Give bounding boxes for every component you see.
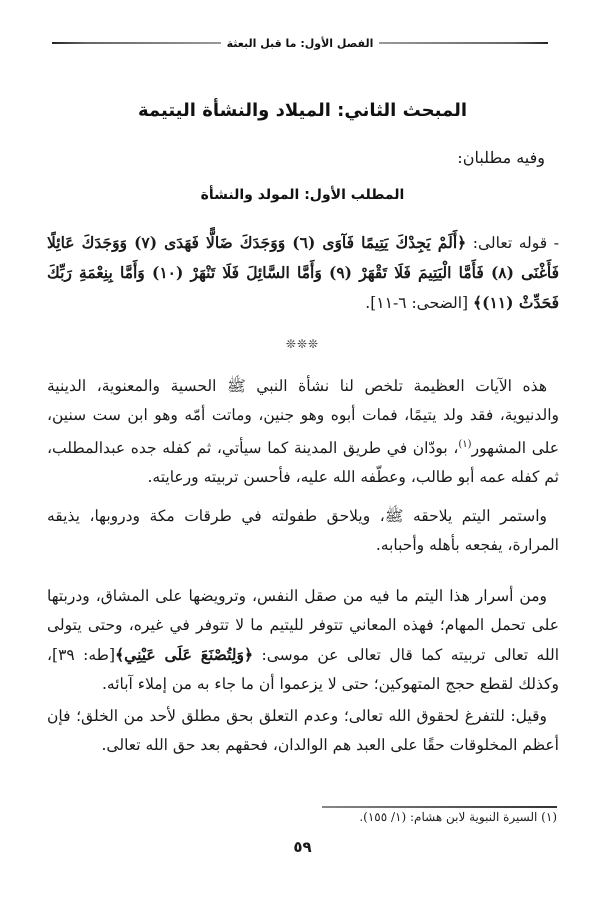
- running-header: [52, 36, 548, 50]
- header-rule-right: [379, 42, 548, 44]
- paragraph-1-text-a: هذه الآيات العظيمة تلخص لنا نشأة النبي ﷺ الحسية والمعنوية، الدينية والدنيوية، فقد ولد يتيمًا، فمات أبوه وهو جنين، وماتت أمّه وهو ابن ست سنين، على المشهور: [47, 377, 559, 458]
- paragraph-2: [47, 502, 559, 560]
- paragraph-3: [47, 582, 559, 699]
- quran-verse: ﴿أَلَمْ يَجِدْكَ يَتِيمًا فَآوَى (٦) وَوَجَدَكَ ضَالًّا فَهَدَى (٧) وَوَجَدَكَ عَائِلًا فَأَغْنَى (٨) فَأَمَّا الْيَتِيمَ فَلَا تَقْهَرْ (٩) وَأَمَّا السَّائِلَ فَلَا تَنْهَرْ (١٠) وَأَمَّا بِنِعْمَةِ رَبِّكَ فَحَدِّثْ (١١)﴾: [47, 233, 559, 312]
- quran-lead: - قوله تعالى:: [466, 234, 559, 252]
- quran-paragraph: [47, 228, 559, 318]
- section-separator: ❊❊❊: [285, 337, 320, 351]
- paragraph-2-text: واستمر اليتم يلاحقه ﷺ، ويلاحق طفولته في طرقات مكة ودروبها، يذيقه المرارة، يفجعه بأهله وأحبابه.: [47, 507, 559, 554]
- section-title: المطلب الأول: المولد والنشأة: [200, 187, 405, 203]
- header-rule-left: [52, 42, 221, 44]
- paragraph-4-text: وقيل: للتفرغ لحقوق الله تعالى؛ وعدم التعلق بحق مطلق لأحد من الخلق؛ فإن أعظم المخلوقات حقًا على العبد هم الوالدان، فحقهم بعد حق الله تعالى.: [47, 707, 559, 754]
- footnote-ref[interactable]: (١): [458, 439, 472, 450]
- paragraph-3-text-b: [طه: ٣٩]، وكذلك لقطع حجج المتهوكين؛ حتى لا يزعموا أن ما جاء به من إملاء آبائه.: [47, 646, 559, 693]
- footnote: (١) السيرة النبوية لابن هشام: (١/ ١٥٥).: [359, 810, 557, 824]
- paragraph-1-text-b: ، بودّان في طريق المدينة كما سيأتي، ثم كفله جده عبدالمطلب، ثم كفله عمه أبو طالب، وعطّفه الله عليه، فأحسن تربيته ورعايته.: [47, 439, 559, 487]
- chapter-title: المبحث الثاني: الميلاد والنشأة اليتيمة: [137, 100, 467, 121]
- paragraph-3-text-a: ومن أسرار هذا اليتم ما فيه من صقل النفس، وترويضها على المشاق، ودربتها على تحمل المهام؛ فهذه المعاني تتوفر لليتيم ما لا تتوفر في غيره، وحتى يتولى الله تعالى تربيته كما قال تعالى عن موسى:: [47, 587, 559, 664]
- footnote-divider: [322, 806, 557, 808]
- page-number: ٥٩: [293, 838, 312, 856]
- paragraph-4: [47, 702, 559, 760]
- paragraph-3-verse: ﴿وَلِتُصْنَعَ عَلَى عَيْنِي﴾: [115, 645, 254, 664]
- paragraph-1: [47, 372, 559, 492]
- quran-reference: [الضحى: ٦-١١].: [365, 294, 474, 312]
- intro-line: وفيه مطلبان:: [457, 148, 545, 167]
- running-header-title: الفصل الأول: ما قبل البعثة: [226, 36, 374, 50]
